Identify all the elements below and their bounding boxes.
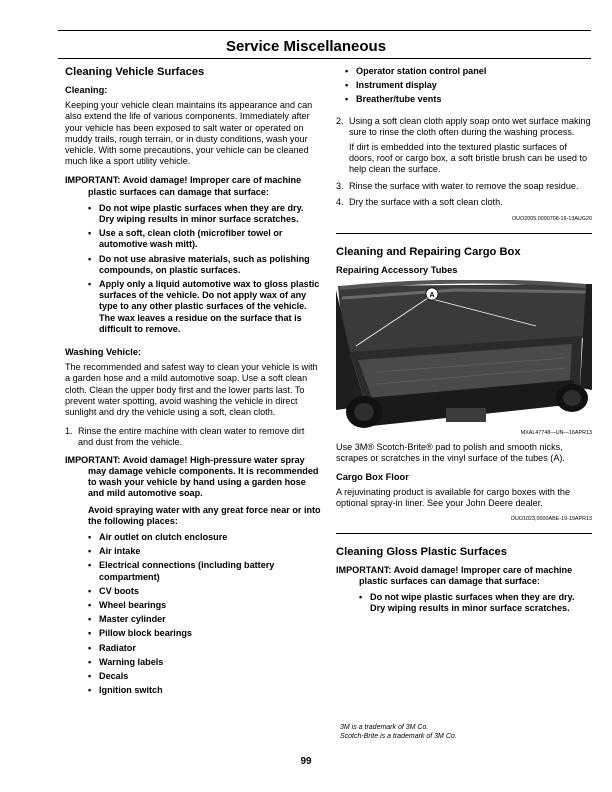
- step-2: [336, 116, 592, 176]
- cargo-paragraph: Use 3M® Scotch-Brite® pad to polish and smooth nicks, scrapes or scratches in the vinyl surface of the tubes (A).: [336, 441, 565, 463]
- section-heading-cargo-box: Cleaning and Repairing Cargo Box: [336, 246, 521, 259]
- cargo-box-photo: [336, 280, 592, 428]
- list-item: • Master cylinder: [65, 614, 321, 625]
- plastic-care-list: [65, 203, 321, 335]
- page-number: 99: [300, 756, 312, 767]
- list-item: • Do not wipe plastic surfaces when they are dry. Dry wiping results in minor surface scratches.: [65, 203, 321, 225]
- step-1: [65, 426, 321, 448]
- list-item: • Breather/tube vents: [336, 94, 592, 105]
- avoid-spray-list: [65, 532, 321, 696]
- floor-paragraph: A rejuvinating product is available for cargo boxes with the optional spray-in liner. See your John Deere dealer.: [336, 487, 571, 509]
- list-item: • CV boots: [65, 586, 321, 597]
- step-text: Rinse the entire machine with clean water to remove dirt and dust from the vehicle.: [78, 426, 305, 448]
- list-item: • Air outlet on clutch enclosure: [65, 532, 321, 543]
- title-rule: [58, 58, 591, 59]
- step-text: Using a soft clean cloth apply soap onto wet surface making sure to rinse the cloth often during the washing process.: [349, 115, 591, 137]
- list-item: • Radiator: [65, 643, 321, 654]
- list-item: • Warning labels: [65, 657, 321, 668]
- subheading-cleaning: Cleaning:: [65, 85, 108, 95]
- section-heading-cleaning-vehicle-surfaces: Cleaning Vehicle Surfaces: [65, 66, 205, 78]
- washing-steps: [65, 426, 321, 448]
- step-number: 4.: [336, 196, 344, 207]
- right-column: [336, 66, 592, 621]
- avoid-spray-list-continued: [336, 66, 592, 106]
- step-3: [336, 181, 592, 192]
- list-item: • Apply only a liquid automotive wax to gloss plastic surfaces of the vehicle. Do not apply wax of any type to any other plastic surfaces of the vehicle. The wax leaves a residue on the surface that is difficult to remove.: [65, 279, 321, 335]
- figure-reference: MXAL47748—UN—16APR13: [520, 430, 592, 437]
- reference-code: OUO2005,0000708-19-13AUG20: [511, 216, 592, 223]
- subheading-cargo-box-floor: Cargo Box Floor: [336, 472, 409, 483]
- list-item: • Do not wipe plastic surfaces when they are dry. Dry wiping results in minor surface scratches.: [336, 592, 592, 614]
- avoid-spraying-note: Avoid spraying water with any great force near or into the following places:: [88, 504, 321, 526]
- step-4: [336, 197, 592, 208]
- trademark-footnote: [340, 724, 580, 741]
- footnote-line: Scotch-Brite is a trademark of 3M Co.: [340, 732, 457, 740]
- section-divider: [336, 233, 592, 234]
- step-number: 3.: [336, 180, 344, 191]
- list-item: • Ignition switch: [65, 685, 321, 696]
- cleaning-paragraph: Keeping your vehicle clean maintains its appearance and can also extend the life of various components. Immediately after your vehicle has been exposed to salt water or operated on muddy trails, rough terrain, or in dusty conditions, wash your vehicle. With some precautions, your vehicle can be cleaned much like a sport utility vehicle.: [65, 100, 313, 167]
- list-item: • Operator station control panel: [336, 66, 592, 77]
- step-text: Rinse the surface with water to remove the soap residue.: [349, 180, 579, 191]
- subheading-accessory-tubes: Repairing Accessory Tubes: [336, 265, 458, 276]
- footnote-line: 3M is a trademark of 3M Co.: [340, 724, 429, 731]
- important-note-plastic: IMPORTANT: Avoid damage! Improper care of machine plastic surfaces can damage that surface:: [65, 175, 302, 197]
- step-number: 1.: [65, 426, 73, 437]
- section-heading-gloss-plastic: Cleaning Gloss Plastic Surfaces: [336, 545, 507, 558]
- important-note-gloss: IMPORTANT: Avoid damage! Improper care of machine plastic surfaces can damage that surface:: [336, 564, 573, 587]
- list-item: • Do not use abrasive materials, such as polishing compounds, on plastic surfaces.: [65, 254, 321, 276]
- list-item: • Wheel bearings: [65, 600, 321, 611]
- callout-a: A: [429, 292, 435, 300]
- list-item: • Air intake: [65, 546, 321, 557]
- list-item: • Instrument display: [336, 80, 592, 91]
- list-item: • Use a soft, clean cloth (microfiber towel or automotive wash mitt).: [65, 228, 321, 250]
- page-title: Service Miscellaneous: [225, 38, 387, 55]
- important-note-pressure: IMPORTANT: Avoid damage! High-pressure water spray may damage vehicle components. It is recommended to wash your vehicle by hand using a garden hose and mild automotive soap.: [65, 454, 319, 499]
- washing-paragraph: The recommended and safest way to clean your vehicle is with a garden hose and a mild automotive soap. Use a soft clean cloth. Clean the upper body first and the lower parts last. To prevent water spotting, avoid washing the vehicle in direct sunlight and dry the vehicle using a soft, clean cloth.: [65, 362, 318, 418]
- reference-code: OUO1023,0000ABE-19-19APR13: [510, 515, 592, 522]
- step-note: If dirt is embedded into the textured plastic surfaces of doors, roof or cargo box, a soft bristle brush can be used to help clean the surface.: [349, 142, 588, 175]
- step-text: Dry the surface with a soft clean cloth.: [349, 196, 503, 207]
- gloss-care-list: [336, 592, 592, 614]
- left-column: [65, 66, 321, 702]
- top-rule: [58, 30, 591, 31]
- section-divider: [336, 533, 592, 534]
- subheading-washing-vehicle: Washing Vehicle:: [65, 347, 142, 358]
- washing-steps-continued: [336, 116, 592, 208]
- step-number: 2.: [336, 115, 344, 126]
- list-item: • Electrical connections (including battery compartment): [65, 560, 321, 582]
- list-item: • Pillow block bearings: [65, 628, 321, 639]
- list-item: • Decals: [65, 671, 321, 682]
